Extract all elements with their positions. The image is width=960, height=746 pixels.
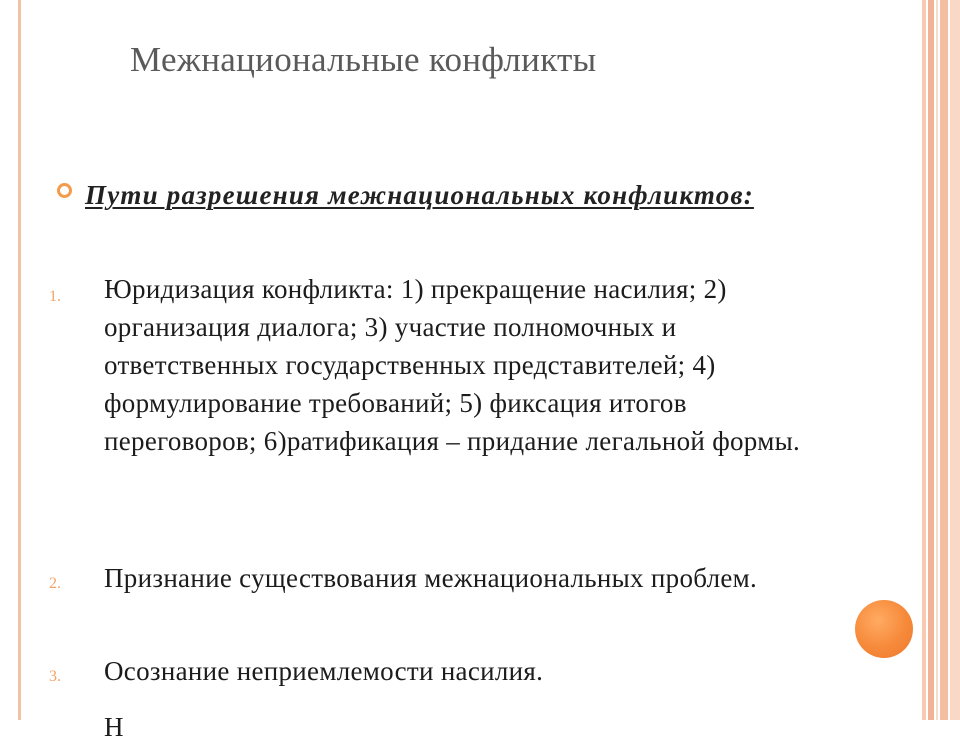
left-frame-line <box>18 0 21 720</box>
circle-bullet-icon <box>57 183 72 198</box>
right-decor-stripe <box>950 0 960 720</box>
section-heading: Пути разрешения межнациональных конфликтов: <box>85 180 754 210</box>
list-item-number: 3. <box>49 668 61 685</box>
list-item-number: 2. <box>49 575 61 592</box>
list-item-text: Признание существования межнациональных проблем. <box>104 563 758 593</box>
list-item-text: Юридизация конфликта: 1) прекращение насилия; 2) организация диалога; 3) участие полномочных и ответственных государственных представителей; 4) формулирование требований; 5) фиксация итогов переговоров; 6)ратификация – придание легальной формы. <box>104 274 801 456</box>
orange-circle-decoration <box>855 600 913 658</box>
cut-off-text-line <box>104 706 144 742</box>
list-item-number: 1. <box>49 288 61 305</box>
list-item-text: Осознание неприемлемости насилия. <box>104 656 544 686</box>
right-decor-stripe <box>922 0 926 720</box>
right-decor-stripe <box>928 0 934 720</box>
right-decor-stripe <box>940 0 948 720</box>
right-decor-stripe <box>936 0 938 720</box>
slide-title: Межнациональные конфликты <box>130 40 597 79</box>
cut-off-text: Н <box>104 712 124 742</box>
